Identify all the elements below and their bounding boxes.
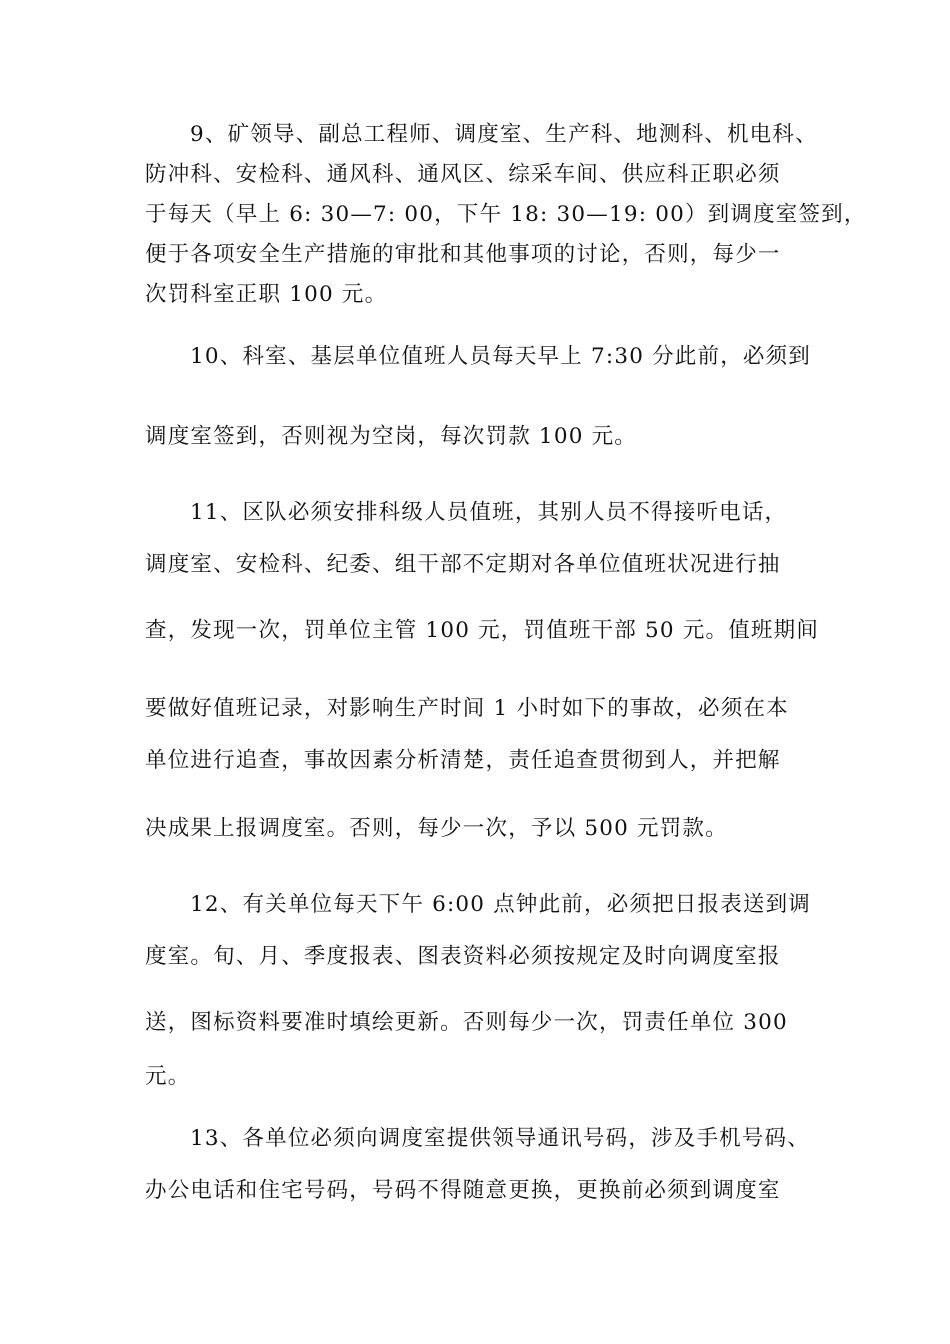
text-line: 9、矿领导、副总工程师、调度室、生产科、地测科、机电科、: [190, 122, 818, 147]
text-line: 10、科室、基层单位值班人员每天早上 7:30 分此前，必须到: [190, 344, 812, 369]
text-line: 元。: [145, 1064, 191, 1089]
text-line: 度室。旬、月、季度报表、图表资料必须按规定及时向调度室报: [145, 944, 781, 969]
text-line: 11、区队必须安排科级人员值班，其别人员不得接听电话，: [190, 500, 788, 525]
text-line: 12、有关单位每天下午 6:00 点钟此前，必须把日报表送到调: [190, 892, 812, 917]
text-line: 单位进行追查，事故因素分析清楚，责任追查贯彻到人，并把解: [145, 748, 781, 773]
text-line: 防冲科、安检科、通风科、通风区、综采车间、供应科正职必须: [145, 162, 781, 187]
text-line: 办公电话和住宅号码，号码不得随意更换，更换前必须到调度室: [145, 1178, 781, 1203]
text-line: 决成果上报调度室。否则，每少一次，予以 500 元罚款。: [145, 816, 728, 841]
text-line: 调度室、安检科、纪委、组干部不定期对各单位值班状况进行抽: [145, 552, 781, 577]
text-line: 送，图标资料要准时填绘更新。否则每少一次，罚责任单位 300: [145, 1010, 788, 1035]
text-line: 于每天（早上 6: 30—7: 00，下午 18: 30—19: 00）到调度室签到，: [145, 202, 867, 227]
text-line: 13、各单位必须向调度室提供领导通讯号码，涉及手机号码、: [190, 1126, 810, 1151]
text-line: 次罚科室正职 100 元。: [145, 282, 388, 307]
text-line: 查，发现一次，罚单位主管 100 元，罚值班干部 50 元。值班期间: [145, 618, 820, 643]
text-line: 要做好值班记录，对影响生产时间 1 小时如下的事故，必须在本: [145, 696, 789, 721]
text-line: 便于各项安全生产措施的审批和其他事项的讨论，否则，每少一: [145, 242, 781, 267]
text-line: 调度室签到，否则视为空岗，每次罚款 100 元。: [145, 424, 638, 449]
